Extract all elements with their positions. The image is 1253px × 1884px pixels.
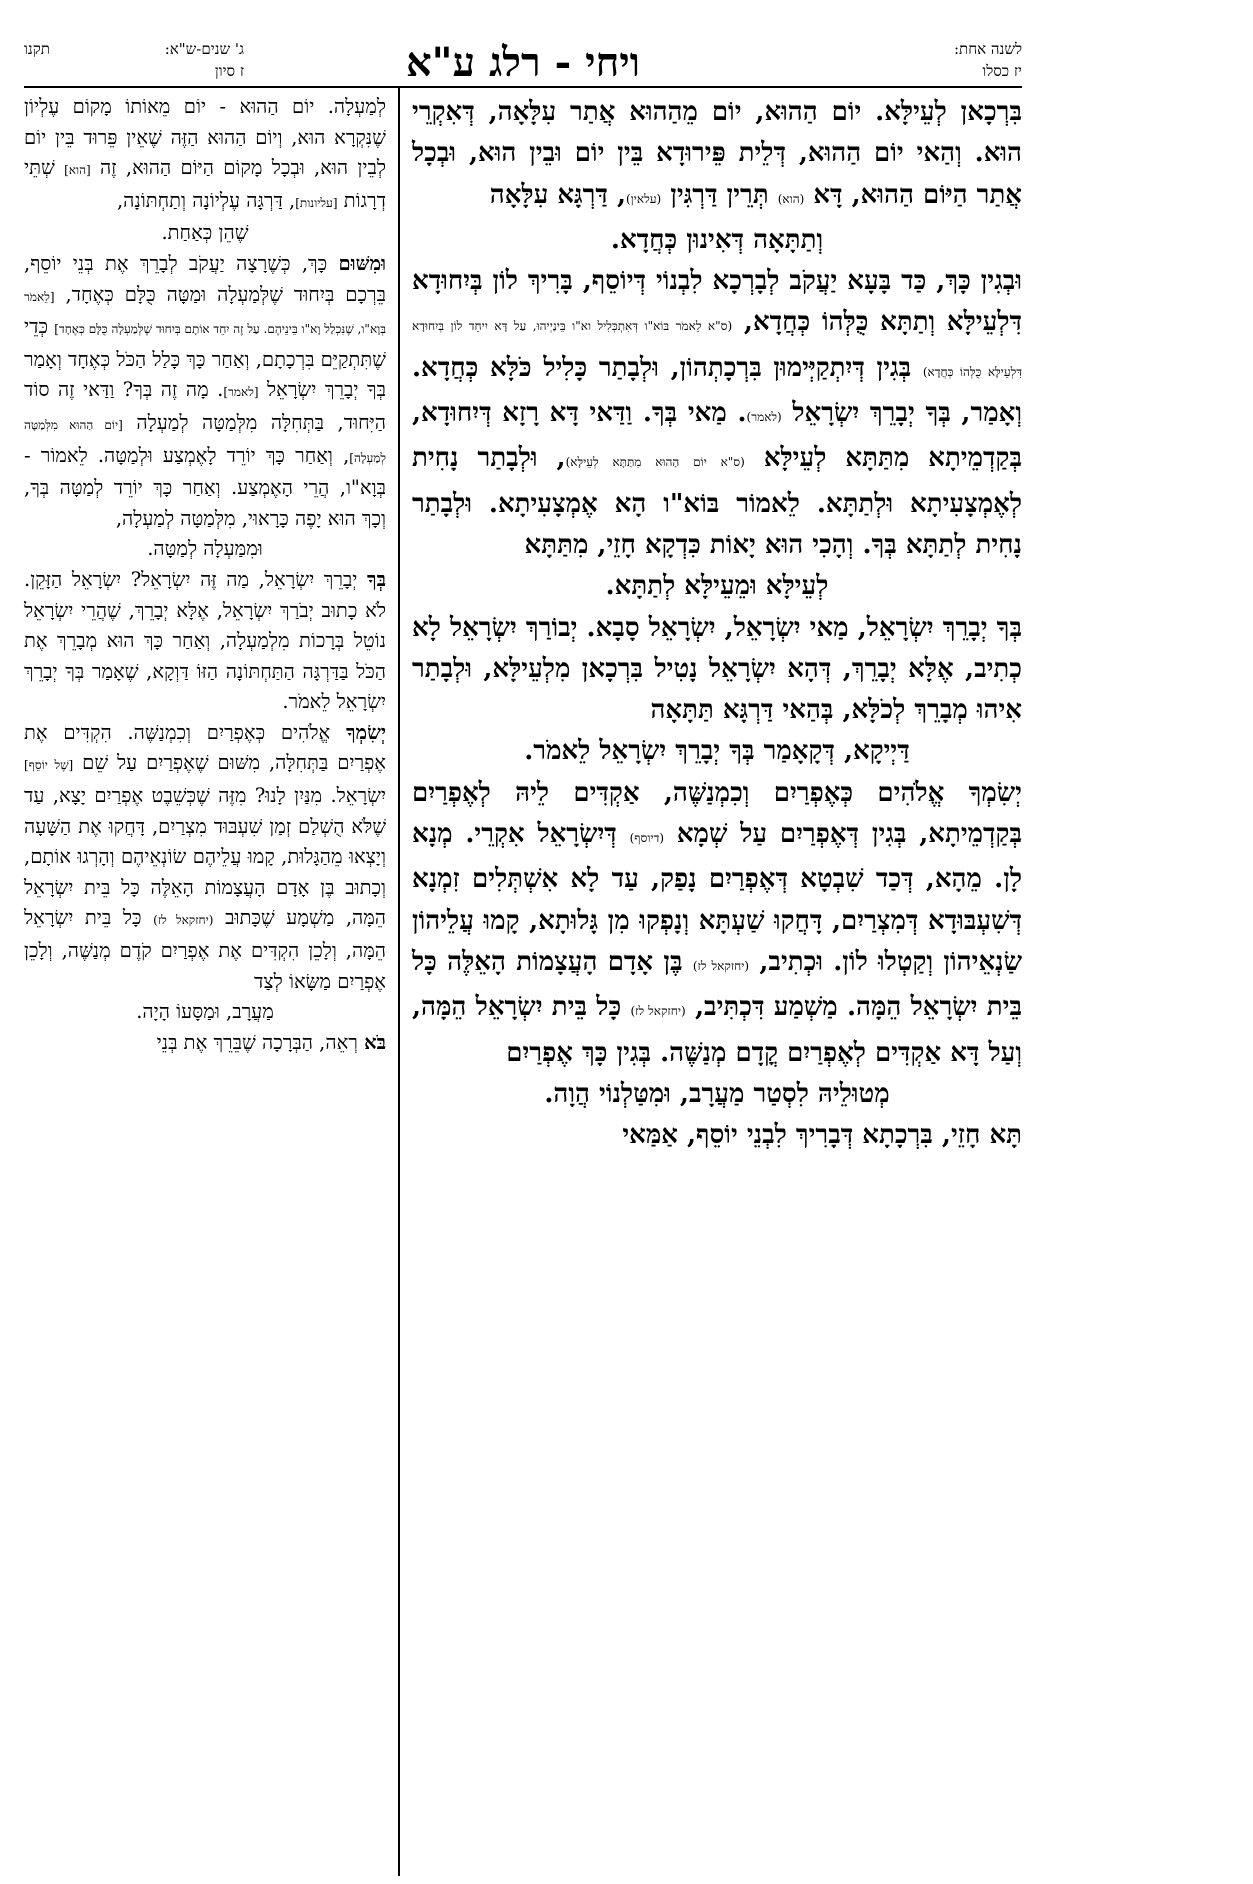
main-paragraph-3: בְּךָ יְבָרֵךְ יִשְׂרָאֵל, מַאי יִשְׂרָאֵל, יִשְׂרָאֵל סָבָא. יְבוֹרַךְ יִשְׂרָאֵל לָא כְתִיב, אֶלָּא יְבָרֵךְ, דְּהָא יִשְׂרָאֵל נָטִיל בִּרְכָאן מִלְעֵילָּא, וּלְבָתַר אִיהוּ מְבָרֵךְ לְכֹלָּא, בְּהַאי דַּרְגָּא תַּתָּאָה	[412, 612, 1022, 726]
column-divider	[398, 86, 400, 1876]
header-left-block	[24, 38, 244, 82]
main-paragraph-1-end: וְתַתָּאָה דְּאִינוּן כְּחֲדָא.	[610, 224, 824, 255]
yearly-schedule-date: יז כסלו	[982, 62, 1022, 80]
main-paragraph-5: תָּא חָזֵי, בִּרְכָתָא דְּבָרִיךְ לִבְנֵי יוֹסֵף, אַמַּאי	[622, 1120, 1022, 1151]
side-paragraph-2-end: וּמִמַּעְלָה לְמַטָּה.	[147, 537, 263, 561]
page-title: ויחי - רלג ע"א	[406, 39, 640, 86]
header-divider	[24, 86, 1022, 88]
side-paragraph-3: בְּךָ יְבָרֵךְ יִשְׂרָאֵל, מַה זֶּה יִשְׂרָאֵל? יִשְׂרָאֵל הַזָּקֵן. לֹא כָתוּב יְבֹרַךְ יִשְׂרָאֵל, אֶלָּא יְבָרֵךְ, שֶׁהֲרֵי יִשְׂרָאֵל נוֹטֵל בְּרָכוֹת מִלְמַעְלָה, וְאַחַר כָּךְ הוּא מְבָרֵךְ אֶת הַכֹּל בַּדַּרְגָּה הַתַּחְתּוֹנָה הַזּוֹ דַּוְקָא, שֶׁאָמַר בְּךָ יְבָרֵךְ יִשְׂרָאֵל לֵאמֹר.	[24, 567, 386, 714]
aramaic-main-column	[412, 92, 1022, 1156]
side-paragraph-5: בֹּא רְאֵה, הַבְּרָכָה שֶׁבֵּרֵךְ אֶת בְּנֵי	[156, 1030, 386, 1054]
main-paragraph-2-end: לְעֵילָּא וּמֵעֵילָּא לְתַתָּא.	[605, 571, 829, 602]
yearly-schedule-label: לשנה אחת:	[954, 40, 1022, 58]
main-paragraph-1: בִּרְכָאן לְעֵילָּא. יוֹם הַהוּא, יוֹם מֵהַהוּא אֲתַר עִלָּאָה, דְּאִקְרֵי הוּא. וְהַאי יוֹם הַהוּא, דְּלֵית פֵּירוּדָא בֵּין יוֹם וּבֵין הוּא, וּבְכָל אֲתַר הַיּוֹם הַהוּא, דָּא (הוא) תְּרֵין דַּרְגִּין (עלאין), דַּרְגָּא עִלָּאָה	[412, 97, 1022, 210]
side-paragraph-1: לְמַעְלָה. יוֹם הַהוּא - יוֹם מֵאוֹתוֹ מָקוֹם עֶלְיוֹן שֶׁנִּקְרָא הוּא, וְיוֹם הַהוּא הַזֶּה שֶׁאֵין פֵּרוּד בֵּין יוֹם לְבֵין הוּא, וּבְכָל מָקוֹם הַיּוֹם הַהוּא, זֶה [הוא] שְׁתֵּי דְרָגוֹת [עליונות], דַּרְגָּה עֶלְיוֹנָה וְתַחְתּוֹנָה,	[24, 95, 387, 212]
header-right-block	[892, 38, 1022, 82]
side-paragraph-4: יְשִׂמְךָ אֱלֹהִים כְּאֶפְרַיִם וְכִמְנַשֶּׁה. הִקְדִּים אֶת אֶפְרַיִם בַּתְּחִלָּה, מִשּׁוּם שֶׁאֶפְרַיִם עַל שֵׁם [שֶׁל יוֹסֵף] יִשְׂרָאֵל. מִנַּיִן לָנוּ? מִזֶּה שֶׁכְּשֵׁבֶט אֶפְרַיִם יָצָא, עַד שֶׁלֹּא הֻשְׁלַם זְמַן שִׁעְבּוּד מִצְרַיִם, דָּחֲקוּ אֶת הַשָּׁעָה וְיָצְאוּ מֵהַגָּלוּת, קָמוּ עֲלֵיהֶם שׂוֹנְאֵיהֶם וְהָרְגוּ אוֹתָם, וְכָתוּב בֶּן אָדָם הָעֲצָמוֹת הָאֵלֶּה כָּל בֵּית יִשְׂרָאֵל הֵמָּה, מַשְׁמָע שֶׁכָּתוּב (יחזקאל לז) כָּל בֵּית יִשְׂרָאֵל הֵמָּה, וְלָכֵן הִקְדִּים אֶת אֶפְרַיִם קֹדֶם מְנַשֶּׁה, וְלָכֵן אֶפְרַיִם מַשָּׂאוֹ לְצַד	[24, 720, 387, 993]
hebrew-translation-column	[24, 92, 386, 1058]
side-paragraph-1-end: שֶׁהֵן כְּאַחַת.	[161, 221, 249, 245]
three-year-schedule-date: ז סיון	[214, 62, 244, 80]
main-paragraph-3-end: דַּיְיקָא, דְּקָאָמַר בְּךָ יְבָרֵךְ יִשְׂרָאֵל לֵאמֹר.	[524, 736, 910, 767]
main-paragraph-4-end: מְטוּלֵיהּ לִסְטַר מַעֲרָב, וּמִטַּלְנוֹי הֲוָה.	[544, 1078, 890, 1109]
three-year-schedule-label: ג' שנים-ש"א:	[164, 40, 244, 58]
main-paragraph-2: וּבְגִין כָּךְ, כַּד בָּעָא יַעֲקֹב לְבָרְכָא לִבְנוֹי דְּיוֹסֵף, בָּרִיךְ לוֹן בְּיִחוּדָא דִּלְעֵילָּא וְתַתָּא כֻּלְּהוֹ כְּחֲדָא, (ס"א לֵאמֹר בּוֹא"ו דְּאִתְכְּלִיל וא"ו בֵּינַיְיהוּ, עַל דָּא יִיחֵד לוֹן בְּיִחוּדָא דִּלְעֵילָּא כֻּלְּהוֹ כְּחֲדָא) בְּגִין דְּיִתְקַיְּימוּן בִּרְכָתְהוֹן, וּלְבָתַר כָּלִיל כֹּלָּא כְּחֲדָא. וְאָמַר, בְּךָ יְבָרֵךְ יִשְׂרָאֵל (לאמר). מַאי בְּךָ. וַדַּאי דָּא רָזָא דְּיִחוּדָא, בְּקַדְמֵיתָא מִתַּתָּא לְעֵילָּא (ס"א יוֹם הַהוּא מִתַּתָּא לְעֵילָּא), וּלְבָתַר נָחִית לְאֶמְצָעִיתָא וּלְתַתָּא. לֵאמוֹר בּוֹא"ו הָא אֶמְצָעִיתָא. וּלְבָתַר נָחִית לְתַתָּא בְּךָ. וְהָכִי הוּא יָאוֹת כִּדְקָא חָזֵי, מִתַּתָּא	[412, 266, 1022, 560]
side-paragraph-4-end: מַעֲרָב, וּמַסָּעוֹ הָיָה.	[136, 1000, 274, 1024]
main-paragraph-4: יְשִׂמְךָ אֱלֹהִים כְּאֶפְרַיִם וְכִמְנַשֶּׁה, אַקְדִּים לֵיהּ לְאֶפְרַיִם בְּקַדְמֵיתָא, בְּגִין דְּאֶפְרַיִם עַל שְׁמָא (דיוסף) דְּיִשְׂרָאֵל אִקְרֵי. מְנָא לָן. מֵהָא, דְּכַד שִׁבְטָא דְּאֶפְרַיִם נָפַק, עַד לָא אִשְׁתְּלִים זִמְנָא דְּשִׁעְבּוּדָא דְּמִצְרַיִם, דָּחֲקוּ שַׁעְתָּא וְנָפְקוּ מִן גָּלוּתָא, קָמוּ עֲלֵיהוֹן שַׂנְאֵיהוֹן וְקַטְלוּ לוֹן. וּכְתִיב, (יחזקאל לז) בֶּן אָדָם הָעֲצָמוֹת הָאֵלֶּה כָּל בֵּית יִשְׂרָאֵל הֵמָּה. מַשְׁמַע דִּכְתִּיב, (יחזקאל לז) כָּל בֵּית יִשְׂרָאֵל הֵמָּה, וְעַל דָּא אַקְדִּים לְאֶפְרַיִם קֳדָם מְנַשֶּׁה. בְּגִין כָּךְ אֶפְרַיִם	[412, 777, 1023, 1068]
side-paragraph-2: וּמִשּׁוּם כָּךְ, כְּשֶׁרָצָה יַעֲקֹב לְבָרֵךְ אֶת בְּנֵי יוֹסֵף, בֵּרְכָם בְּיִחוּד שֶׁלְּמַעְלָה וּמַטָּה כֻּלָּם כְּאֶחָד, [לֵאמֹר בְּוָא"ו, שֶׁנִּכְלַל וָא"ו בֵּינֵיהֶם. עַל זֶה יִחֵד אוֹתָם בְּיִחוּד שֶׁלְּמַעְלָה כֻּלָּם כְּאֶחָד] כְּדֵי שֶׁתִּתְקַיֵּם בִּרְכָתָם, וְאַחַר כָּךְ כָּלַל הַכֹּל כְּאֶחָד וְאָמַר בְּךָ יְבָרֵךְ יִשְׂרָאֵל [לאמר]. מָה זֶה בְּךָ? וַדַּאי זֶה סוֹד הַיִּחוּד, בַּתְּחִלָּה מִלְּמַטָּה לְמַעְלָה [יוֹם הַהוּא מִלְּמַטָּה לְמַעְלָה], וְאַחַר כָּךְ יוֹרֵד לָאֶמְצַע וּלְמַטָּה. לֵאמוֹר - בְּוָא"ו, הֲרֵי הָאֶמְצַע. וְאַחַר כָּךְ יוֹרֵד לְמַטָּה בְּךָ, וְכָךְ הוּא יָפֶה כָּרָאוּי, מִלְּמַטָּה לְמַעְלָה,	[23, 251, 387, 530]
page-number: תקנו	[24, 40, 50, 58]
